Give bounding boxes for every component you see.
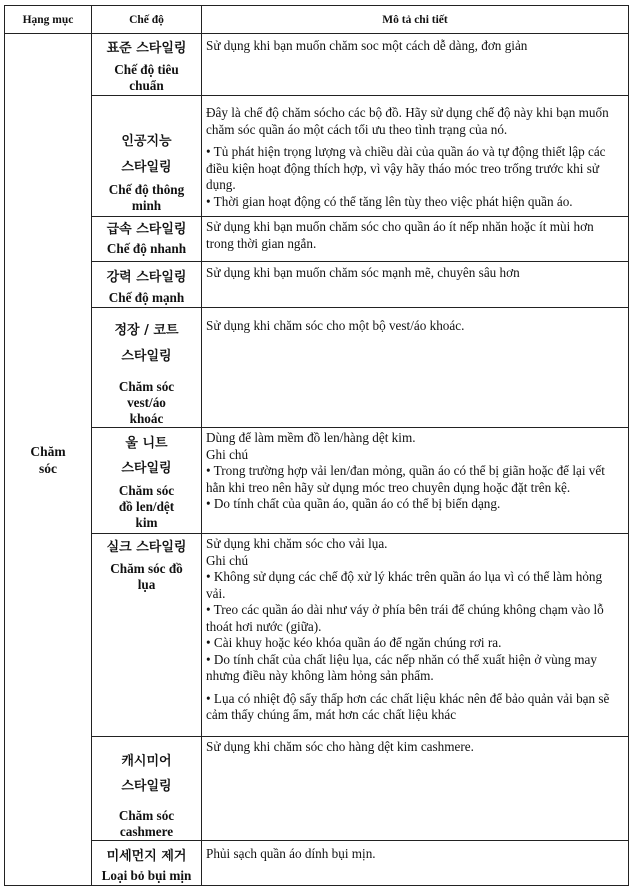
table-row [5, 217, 629, 262]
description-bullet: • Tủ phát hiện trọng lượng và chiều dài của quần áo và tự động thiết lập các điều kiện hoạt động thích hợp, vì vậy hãy tháo móc treo trống trước khi sử dụng. [206, 144, 606, 192]
mode-korean: 울 니트 [125, 436, 168, 451]
mode-korean: 인공지능 [121, 134, 172, 149]
description-text: Sử dụng khi chăm sóc cho một bộ vest/áo khoác. [206, 318, 465, 333]
mode-vietnamese: chuẩn [129, 78, 164, 93]
mode-korean: 캐시미어 [121, 754, 172, 769]
mode-vietnamese: minh [131, 198, 162, 213]
description-cell [202, 428, 629, 534]
table-row [5, 34, 629, 96]
description-text: Đây là chế độ chăm sócho các bộ đồ. Hãy sử dụng chế độ này khi bạn muốn chăm sóc quần áo một cách tối ưu theo tình trạng của nó. [206, 105, 609, 137]
mode-korean: 스타일링 [121, 779, 172, 794]
mode-cell [92, 308, 202, 428]
mode-vietnamese: khoác [129, 411, 164, 426]
description-cell [202, 841, 629, 886]
description-text: Phủi sạch quần áo dính bụi mịn. [206, 846, 376, 861]
description-cell [202, 262, 629, 308]
header-category: Hạng mục [5, 6, 92, 34]
header-description: Mô tả chi tiết [202, 6, 629, 34]
mode-korean: 스타일링 [121, 461, 172, 476]
table-row [5, 841, 629, 886]
mode-vietnamese: Loại bỏ bụi mịn [101, 868, 192, 883]
description-cell [202, 534, 629, 737]
mode-cell [92, 428, 202, 534]
mode-cell [92, 841, 202, 886]
mode-vietnamese: Chăm sóc đồ [110, 561, 183, 576]
mode-vietnamese: vest/áo [127, 395, 166, 410]
description-cell [202, 737, 629, 841]
header-mode: Chế độ [92, 6, 202, 34]
description-bullet: • Không sử dụng các chế độ xử lý khác trên quần áo lụa vì có thể làm hỏng vải. [206, 569, 603, 601]
mode-vietnamese: Chế độ tiêu [114, 62, 179, 77]
table-row [5, 737, 629, 841]
mode-korean: 스타일링 [121, 160, 172, 175]
description-text: Dùng để làm mềm đồ len/hàng dệt kim. [206, 430, 416, 445]
description-cell [202, 217, 629, 262]
description-text: Sử dụng khi bạn muốn chăm soc một cách dễ dàng, đơn giản [206, 38, 528, 53]
description-text: Sử dụng khi chăm sóc cho hàng dệt kim cashmere. [206, 739, 474, 754]
mode-cell [92, 534, 202, 737]
table-row [5, 262, 629, 308]
description-text: Sử dụng khi chăm sóc cho vải lụa. [206, 536, 388, 551]
mode-korean: 미세먼지 제거 [106, 849, 187, 864]
mode-vietnamese: Chăm sóc [118, 808, 175, 823]
description-bullet: • Trong trường hợp vải len/đan mỏng, quần áo có thể bị giãn hoặc để lại vết hằn khi treo nên hãy sử dụng móc treo chuyên dụng hoặc đặt trên kệ. [206, 463, 605, 495]
description-bullet: • Do tính chất của chất liệu lụa, các nếp nhăn có thể xuất hiện ở vùng may nhưng điều này không làm hỏng sản phẩm. [206, 651, 597, 683]
mode-vietnamese: cashmere [119, 824, 174, 839]
mode-vietnamese: Chăm sóc [118, 483, 175, 498]
mode-vietnamese: đồ len/dệt [118, 499, 175, 514]
description-bullet: • Cài khuy hoặc kéo khóa quần áo để ngăn chúng rơi ra. [206, 635, 502, 650]
mode-cell [92, 96, 202, 217]
mode-vietnamese: kim [135, 515, 158, 530]
description-bullet: • Treo các quần áo dài như váy ở phía bên trái để chúng không chạm vào lỗ thoát hơi nước (giữa). [206, 602, 604, 634]
table-row [5, 308, 629, 428]
description-cell [202, 308, 629, 428]
mode-korean: 스타일링 [121, 349, 172, 364]
description-bullet: • Lụa có nhiệt độ sấy thấp hơn các chất liệu khác nên để bảo quản vải bạn sẽ cảm thấy chúng ẩm, mát hơn các chất liệu khác [206, 690, 610, 722]
mode-cell [92, 262, 202, 308]
mode-korean: 표준 스타일링 [106, 41, 187, 56]
mode-vietnamese: Chế độ mạnh [108, 290, 185, 305]
mode-korean: 급속 스타일링 [106, 222, 187, 237]
mode-cell [92, 34, 202, 96]
description-cell [202, 34, 629, 96]
mode-vietnamese: lụa [137, 577, 156, 592]
category-cell [5, 34, 92, 886]
mode-vietnamese: Chế độ nhanh [106, 241, 187, 256]
mode-korean: 실크 스타일링 [106, 540, 187, 555]
table-row [5, 428, 629, 534]
description-bullet: • Thời gian hoạt động có thể tăng lên tùy theo việc phát hiện quần áo. [206, 193, 573, 209]
description-text: Sử dụng khi bạn muốn chăm sóc mạnh mẽ, chuyên sâu hơn [206, 265, 520, 280]
care-modes-table [4, 5, 629, 886]
mode-cell [92, 217, 202, 262]
category-line: Chăm [30, 443, 66, 459]
description-bullet: • Do tính chất của quần áo, quần áo có thể bị biến dạng. [206, 496, 501, 511]
mode-korean: 정장 / 코트 [114, 323, 179, 338]
table-row [5, 96, 629, 217]
table-row [5, 534, 629, 737]
mode-cell [92, 737, 202, 841]
description-note-label: Ghi chú [206, 446, 249, 462]
mode-vietnamese: Chăm sóc [118, 379, 175, 394]
description-text: Sử dụng khi bạn muốn chăm sóc cho quần áo ít nếp nhăn hoặc ít mùi hơn trong thời gian ngắn. [206, 219, 594, 251]
mode-vietnamese: Chế độ thông [108, 182, 185, 197]
mode-korean: 강력 스타일링 [106, 270, 187, 285]
category-line: sóc [39, 460, 57, 476]
description-cell [202, 96, 629, 217]
description-note-label: Ghi chú [206, 552, 249, 568]
header-row [5, 6, 629, 34]
